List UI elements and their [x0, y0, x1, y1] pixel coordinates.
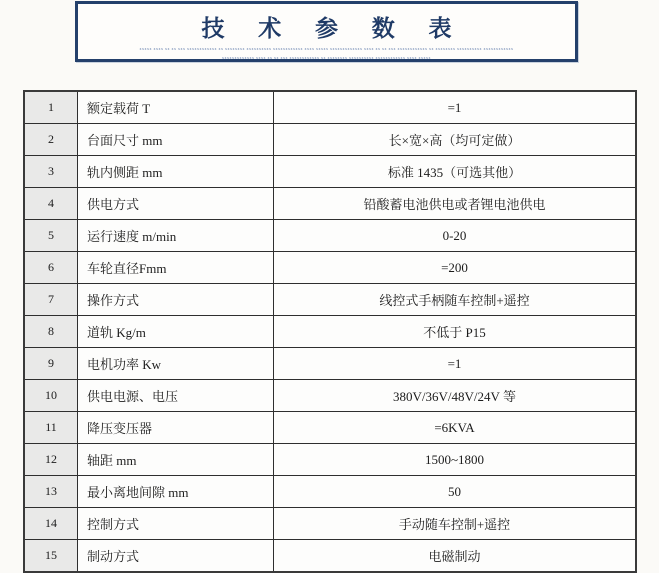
param-value: 1500~1800 [274, 444, 637, 476]
param-value: =200 [274, 252, 637, 284]
fine-print-line-2: xxxxxxxxxxxxx xxxx xx xx xxx xxxxxxxxxxxx xx xxxxxxxx xxxxxxxxxx xxxxxxxxxxxx xxxx xxxxx [222, 55, 431, 60]
param-value: 0-20 [274, 220, 637, 252]
table-row [24, 380, 636, 412]
param-name: 制动方式 [78, 540, 274, 573]
row-number: 14 [24, 508, 78, 540]
param-name: 道轨 Kg/m [78, 316, 274, 348]
param-name: 轴距 mm [78, 444, 274, 476]
row-number: 12 [24, 444, 78, 476]
param-name: 台面尺寸 mm [78, 124, 274, 156]
param-value: 长×宽×高（均可定做） [274, 124, 637, 156]
param-value: =6KVA [274, 412, 637, 444]
row-number: 1 [24, 91, 78, 124]
table-row [24, 91, 636, 124]
param-name: 供电电源、电压 [78, 380, 274, 412]
parameters-table-body [24, 91, 636, 572]
table-row [24, 540, 636, 573]
param-value: =1 [274, 348, 637, 380]
table-row [24, 124, 636, 156]
param-value: 线控式手柄随车控制+遥控 [274, 284, 637, 316]
row-number: 4 [24, 188, 78, 220]
row-number: 5 [24, 220, 78, 252]
table-row [24, 412, 636, 444]
table-row [24, 444, 636, 476]
param-value: 铅酸蓄电池供电或者锂电池供电 [274, 188, 637, 220]
table-row [24, 188, 636, 220]
param-name: 最小离地间隙 mm [78, 476, 274, 508]
param-name: 车轮直径Fmm [78, 252, 274, 284]
param-name: 运行速度 m/min [78, 220, 274, 252]
param-name: 额定载荷 T [78, 91, 274, 124]
row-number: 9 [24, 348, 78, 380]
table-row [24, 156, 636, 188]
table-row [24, 476, 636, 508]
param-value: 50 [274, 476, 637, 508]
table-row [24, 220, 636, 252]
page-title: 技 术 参 数 表 [201, 16, 466, 41]
param-name: 控制方式 [78, 508, 274, 540]
title-banner [75, 1, 578, 62]
param-name: 轨内侧距 mm [78, 156, 274, 188]
param-value: =1 [274, 91, 637, 124]
table-row [24, 252, 636, 284]
fine-print-line-1: xxxxx xxxx xx xx xxx xxxxxxxxxxxx xx xxxxxxxx xxxxxxxxxx xxxxxxxxxxxx xxxx xxxxx xxxxxxxxxxxxx xxxx xx xx xxx xxxxxxxxxxxx xx xxxxxxxx xxxxxxxxxx xxxxxxxxxxxx [139, 46, 514, 51]
row-number: 11 [24, 412, 78, 444]
table-row [24, 508, 636, 540]
param-value: 380V/36V/48V/24V 等 [274, 380, 637, 412]
param-name: 电机功率 Kw [78, 348, 274, 380]
row-number: 8 [24, 316, 78, 348]
row-number: 2 [24, 124, 78, 156]
table-row [24, 316, 636, 348]
param-value: 不低于 P15 [274, 316, 637, 348]
param-value: 电磁制动 [274, 540, 637, 573]
row-number: 3 [24, 156, 78, 188]
row-number: 10 [24, 380, 78, 412]
table-row [24, 284, 636, 316]
row-number: 6 [24, 252, 78, 284]
param-value: 手动随车控制+遥控 [274, 508, 637, 540]
parameters-table [23, 90, 637, 573]
param-name: 供电方式 [78, 188, 274, 220]
param-name: 降压变压器 [78, 412, 274, 444]
table-row [24, 348, 636, 380]
row-number: 7 [24, 284, 78, 316]
param-value: 标准 1435（可选其他） [274, 156, 637, 188]
row-number: 15 [24, 540, 78, 573]
row-number: 13 [24, 476, 78, 508]
param-name: 操作方式 [78, 284, 274, 316]
